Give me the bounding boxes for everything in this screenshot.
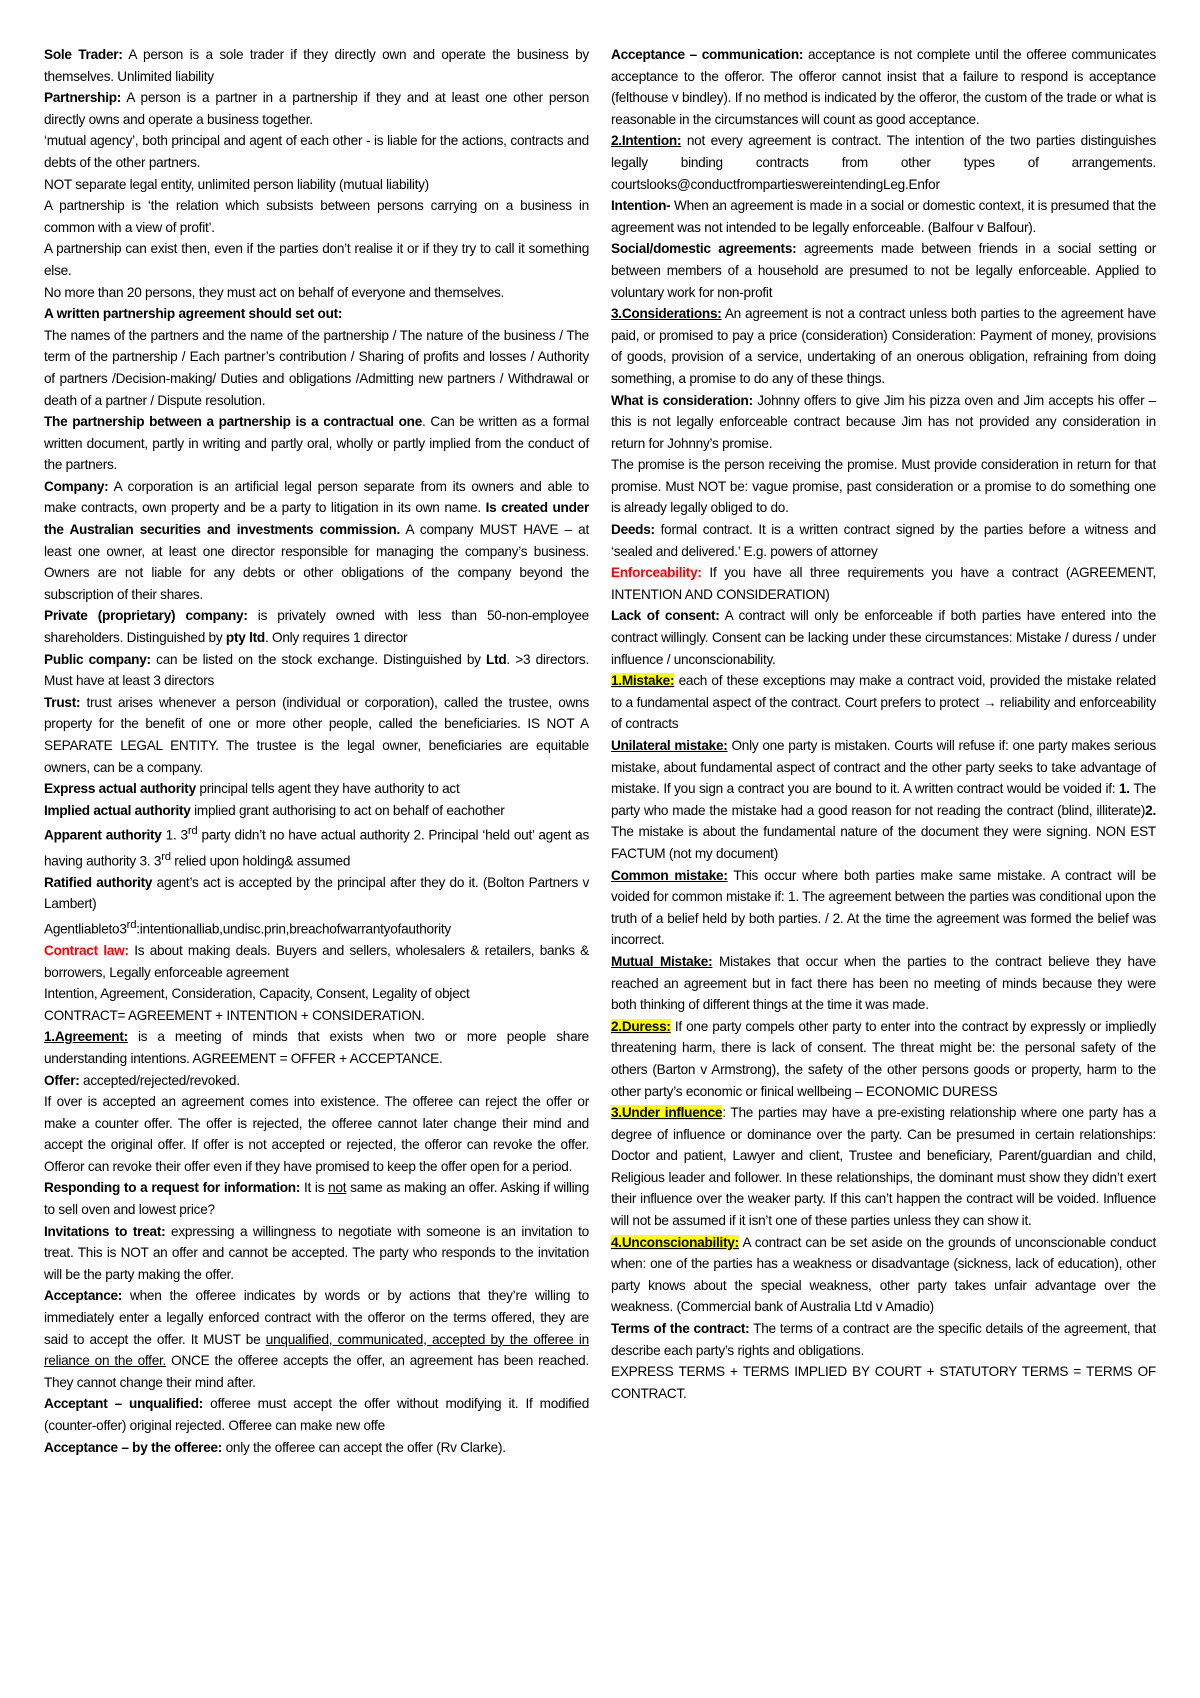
sole-trader-paragraph (44, 44, 589, 87)
partnership-heading: Partnership: (44, 90, 122, 106)
under-influence-text: : The parties may have a pre-existing relationship where one party has a degree of influence or dominance over the party. Can be presumed in certain relationships: Doctor and patient, Lawyer and client, Trustee and beneficiary, Parent/guardian and child, Religious leader and follower. In these relationships, the dominant must show they didn’t exert their influence over the weaker party. If this can’t happen the contract will be voided. Influence will not be assumed if it isn’t one of these parties unless they can show it. (611, 1105, 1156, 1229)
ratified-authority-paragraph (44, 872, 589, 915)
agreement-paragraph (44, 1026, 589, 1069)
company-text-c: A company MUST HAVE – at least one owner, at least one director responsible for managing the company’s business. Owners are not liable for any debts or other obligations of the company beyond the subscription of their shares. (44, 522, 589, 602)
offer-paragraph (44, 1070, 589, 1092)
agreement-heading: 1.Agreement: (44, 1029, 128, 1045)
left-column (44, 44, 589, 1698)
what-consideration-heading: What is consideration: (611, 392, 753, 408)
contractual-text: . Can be written as a formal written document, partly in writing and partly oral, wholly or partly implied from the conduct of the partners. (44, 414, 589, 473)
agent-liable-text-b: :intentionalliab,undisc.prin,breachofwarrantyofauthority (136, 921, 451, 937)
duress-text: If one party compels other party to enter into the contract by expressly or impliedly threatening harm, there is lack of consent. The threat might be: the personal safety of the others (Barton v Armstrong), the safety of the other persons goods or property, harm to the other party’s economic or finical wellbeing – ECONOMIC DURESS (611, 1018, 1156, 1099)
responding-text-b: same as making an offer. Asking if willing to sell oven and lowest price? (44, 1180, 589, 1218)
under-influence-heading: 3.Under influence (611, 1105, 723, 1121)
what-consideration-text: Johnny offers to give Jim his pizza oven and Jim accepts his offer – this is not legally enforceable contract because Jim has not provided any consideration in return for Johnny’s promise. (611, 392, 1156, 451)
unconscionability-heading: 4.Unconscionability: (611, 1234, 739, 1250)
right-column (611, 44, 1156, 1698)
acceptance-text-underlined: unqualified, communicated, accepted by the offeree in reliance on the offer. (44, 1331, 589, 1369)
common-mistake-heading: Common mistake: (611, 867, 728, 883)
company-heading: Company: (44, 478, 109, 494)
apparent-authority-text-c: relied upon holding& assumed (170, 853, 351, 869)
social-agreements-text: agreements made between friends in a social setting or between members of a household are presumed to not be legally enforceable. Applied to voluntary work for non-profit (611, 241, 1156, 300)
partnership-text: A person is a partner in a partnership if they and at least one other person directly owns and operate a business together. (44, 90, 589, 127)
acceptance-offeree-paragraph (44, 1437, 589, 1459)
terms-paragraph (611, 1318, 1156, 1361)
mistake-heading: 1.Mistake: (611, 673, 675, 689)
contract-law-text: Is about making deals. Buyers and sellers, wholesalers & retailers, banks & borrowers, Legally enforceable agreement (44, 942, 589, 980)
private-company-text-b: pty ltd (225, 630, 265, 646)
trust-paragraph (44, 692, 589, 778)
terms-heading: Terms of the contract: (611, 1321, 750, 1337)
mutual-mistake-paragraph (611, 951, 1156, 1016)
no-more-text: No more than 20 persons, they must act on behalf of everyone and themselves. (44, 284, 505, 300)
intention-presumption-heading: Intention- (611, 198, 671, 214)
invitations-text: expressing a willingness to negotiate with someone is an invitation to treat. This is NOT an offer and cannot be accepted. The party who responds to the invitation will be the party making the offer. (44, 1223, 589, 1282)
contract-law-paragraph (44, 940, 589, 983)
acceptance-communication-paragraph (611, 44, 1156, 130)
implied-authority-paragraph (44, 800, 589, 822)
responding-paragraph (44, 1177, 589, 1220)
deeds-text: formal contract. It is a written contract signed by the parties before a witness and ‘sealed and delivered.’ E.g. powers of attorney (611, 522, 1156, 559)
mutual-mistake-text: Mistakes that occur when the parties to the contract believe they have reached an agreement but in fact there has been no meeting of minds because they were both thinking of different things at the time it was made. (611, 953, 1156, 1013)
public-company-text-a: can be listed on the stock exchange. Distinguished by (150, 651, 487, 667)
company-text-a: A corporation is an artificial legal person separate from its owners and able to make contracts, own property and be a party to litigation in its own name. (44, 478, 589, 516)
offer-heading: Offer: (44, 1072, 80, 1088)
acceptance-paragraph (44, 1285, 589, 1393)
acceptance-text-a: when the offeree indicates by words or by actions that they’re willing to immediately enter a legally enforced contract with the offeror on the terms offered, they are said to accept the offer. It MUST be (44, 1288, 589, 1347)
express-authority-heading: Express actual authority (44, 781, 196, 797)
mistake-paragraph (611, 670, 1156, 735)
deeds-paragraph (611, 519, 1156, 562)
acceptant-unqualified-text: offeree must accept the offer without modifying it. If modified (counter-offer) original rejected. Offeree can make new offe (44, 1396, 590, 1433)
acceptant-unqualified-heading: Acceptant – unqualified: (44, 1396, 204, 1412)
common-mistake-text: This occur where both parties make same mistake. A contract will be voided for common mistake if: 1. The agreement between the parties was conditional upon the truth of a belief held by both parties. / 2. At the time the agreement was formed the belief was incorrect. (611, 867, 1157, 948)
trust-heading: Trust: (44, 694, 81, 710)
invitations-paragraph (44, 1221, 589, 1286)
private-company-heading: Private (proprietary) company: (44, 608, 248, 624)
lack-of-consent-text: A contract will only be enforceable if both parties have entered into the contract willingly. Consent can be lacking under these circumstances: Mistake / duress / under influence / unconscionability. (611, 608, 1157, 667)
contract-elements-text: Intention, Agreement, Consideration, Capacity, Consent, Legality of object (44, 986, 470, 1002)
considerations-paragraph (611, 303, 1156, 389)
mistake-text: each of these exceptions may make a contract void, provided the mistake related to a fundamental aspect of the contract. Court prefers to protect → reliability and enforceability of contracts (611, 673, 1156, 732)
considerations-heading: 3.Considerations: (611, 306, 722, 322)
written-agreement-heading: A written partnership agreement should set out: (44, 306, 343, 322)
public-company-heading: Public company: (44, 651, 151, 667)
contractual-heading: The partnership between a partnership is a contractual one (44, 414, 423, 430)
can-exist-text: A partnership can exist then, even if the parties don’t realise it or if they try to call it something else. (44, 241, 589, 278)
acceptance-communication-heading: Acceptance – communication: (611, 47, 804, 62)
private-company-paragraph (44, 605, 589, 648)
considerations-text: An agreement is not a contract unless both parties to the agreement have paid, or promised to pay a price (consideration) Consideration: Payment of money, provisions of goods, provision of a service, undertaking of an onerous obligation, refraining from doing something, a promise to do any of these things. (611, 306, 1156, 386)
mutual-agency-text: ‘mutual agency’, both principal and agent of each other - is liable for the actions, contracts and debts of the other partners. (44, 133, 589, 170)
common-mistake-paragraph (611, 865, 1156, 951)
contract-formula-text: CONTRACT= AGREEMENT + INTENTION + CONSIDERATION. (44, 1007, 425, 1023)
written-agreement-text: The names of the partners and the name of the partnership / The nature of the business / The term of the partnership / Each partner’s contribution / Sharing of profits and losses / Authority of partners /Decision-making/ Duties and obligations /Admitting new partners / Withdrawal or death of a partner / Dispute resolution. (44, 327, 589, 408)
agent-liable-paragraph (44, 915, 589, 940)
agreement-text: is a meeting of minds that exists when two or more people share understanding intentions. AGREEMENT = OFFER + ACCEPTANCE. (44, 1029, 589, 1066)
intention-paragraph (611, 130, 1156, 195)
ratified-authority-heading: Ratified authority (44, 874, 153, 890)
private-company-text-a: is privately owned with less than 50-non-employee shareholders. Distinguished by (44, 608, 589, 646)
agent-liable-text-a: Agentliableto3 (44, 921, 127, 937)
apparent-authority-sup-2: rd (161, 850, 171, 863)
unconscionability-paragraph (611, 1232, 1156, 1318)
unilateral-mistake-num-1: 1. (1119, 781, 1130, 797)
promise-text: The promise is the person receiving the promise. Must provide consideration in return for that promise. Must NOT be: vague promise, past consideration or a promise to do something one is already legally obliged to do. (611, 457, 1156, 516)
under-influence-paragraph (611, 1102, 1156, 1232)
duress-paragraph (611, 1016, 1156, 1102)
unilateral-mistake-text-a: Only one party is mistaken. Courts will refuse if: one party makes serious mistake, about fundamental aspect of contract and the other party seeks to take advantage of mistake. If you sign a contract you are bound to it. A written contract would be voided if: (611, 738, 1156, 797)
intention-presumption-text: When an agreement is made in a social or domestic context, it is presumed that the agreement was not intended to be legally enforceable. (Balfour v Balfour). (611, 198, 1156, 235)
not-separate-text: NOT separate legal entity, unlimited person liability (mutual liability) (44, 176, 429, 192)
unilateral-mistake-paragraph (611, 735, 1156, 865)
acceptance-offeree-heading: Acceptance – by the offeree: (44, 1439, 223, 1455)
responding-heading: Responding to a request for information: (44, 1180, 301, 1196)
terms-formula-text: EXPRESS TERMS + TERMS IMPLIED BY COURT + STATUTORY TERMS = TERMS OF CONTRACT. (611, 1364, 1156, 1401)
acceptance-text-b: ONCE the offeree accepts the offer, an agreement has been reached. They cannot change their mind after. (44, 1353, 590, 1390)
agent-liable-sup: rd (126, 918, 137, 931)
acceptance-heading: Acceptance: (44, 1288, 123, 1304)
ratified-authority-text: agent’s act is accepted by the principal after they do it. (Bolton Partners v Lambert) (44, 874, 590, 912)
lack-of-consent-paragraph (611, 605, 1156, 670)
offer-text: accepted/rejected/revoked. (79, 1072, 240, 1088)
unilateral-mistake-text-b: The party who made the mistake had a good reason for not reading the contract (blind, illiterate) (611, 781, 1156, 818)
duress-heading: 2.Duress: (611, 1018, 671, 1034)
acceptant-unqualified-paragraph (44, 1393, 589, 1436)
deeds-heading: Deeds: (611, 522, 655, 538)
company-paragraph (44, 476, 589, 606)
enforceability-paragraph (611, 562, 1156, 605)
private-company-text-c: . Only requires 1 director (264, 630, 408, 646)
social-agreements-paragraph (611, 238, 1156, 303)
company-text-b: Is created under the Australian securities and investments commission. (44, 500, 589, 538)
public-company-text-b: Ltd (486, 651, 507, 667)
responding-text-underlined: not (328, 1180, 347, 1196)
trust-text: trust arises whenever a person (individual or corporation), called the trustee, owns property for the benefit of one or more other people, called the beneficiaries. IS NOT A SEPARATE LEGAL ENTITY. The trustee is the legal owner, beneficiaries are equitable owners, can be a company. (44, 694, 589, 775)
intention-text-a: not every agreement is contract. The intention of the two parties distinguishes legally binding contracts from other types of arrangements. courtslooks@conductfrompartieswereintendingLeg.Enfor (611, 133, 1156, 192)
what-consideration-paragraph (611, 390, 1156, 455)
acceptance-communication-text: acceptance is not complete until the offeree communicates acceptance to the offeror. The offeror cannot insist that a failure to respond is acceptance (felthouse v bindley). If no method is indicated by the offeror, the custom of the trade or what is reasonable in the circumstances will count as good acceptance. (611, 47, 1157, 127)
apparent-authority-heading: Apparent authority (44, 827, 162, 843)
unconscionability-text: A contract can be set aside on the grounds of unconscionable conduct when: one of the parties has a weakness or disadvantage (sickness, lack of education), other party knows about the special weakness, other party takes unfair advantage over the weakness. (Commercial bank of Australia Ltd v Amadio) (611, 1234, 1156, 1315)
contract-law-heading: Contract law: (44, 942, 129, 958)
implied-authority-text: implied grant authorising to act on behalf of eachother (190, 802, 505, 818)
unilateral-mistake-num-2: 2. (1145, 802, 1156, 818)
public-company-text-c: . >3 directors. Must have at least 3 directors (44, 651, 589, 689)
express-authority-text: principal tells agent they have authority to act (195, 781, 460, 797)
apparent-authority-sup-1: rd (187, 825, 198, 838)
apparent-authority-text-b: party didn’t no have actual authority 2. Principal ‘held out’ agent as having authority 3. 3 (44, 827, 590, 869)
lack-of-consent-heading: Lack of consent: (611, 608, 720, 624)
partnership-paragraph (44, 87, 589, 130)
enforceability-text: If you have all three requirements you have a contract (AGREEMENT, INTENTION AND CONSIDERATION) (611, 565, 1156, 602)
apparent-authority-paragraph (44, 821, 589, 871)
invitations-heading: Invitations to treat: (44, 1223, 166, 1239)
responding-text-a: It is (300, 1180, 329, 1196)
implied-authority-heading: Implied actual authority (44, 802, 191, 818)
terms-text: The terms of a contract are the specific details of the agreement, that describe each party’s rights and obligations. (611, 1321, 1156, 1358)
sole-trader-heading: Sole Trader: (44, 47, 123, 62)
relation-text: A partnership is ‘the relation which subsists between persons carrying on a business in common with a view of profit’. (44, 198, 589, 235)
acceptance-offeree-text: only the offeree can accept the offer (Rv Clarke). (222, 1439, 506, 1455)
offer-detail-text: If over is accepted an agreement comes into existence. The offeree can reject the offer or make a counter offer. The offer is rejected, the offeree cannot later change their mind and accept the original offer. If offer is not accepted or rejected, the offeror can revoke the offer. Offeror can revoke their offer even if they have promised to keep the offer open for a period. (44, 1094, 589, 1174)
unilateral-mistake-heading: Unilateral mistake: (611, 738, 728, 753)
social-agreements-heading: Social/domestic agreements: (611, 241, 797, 257)
intention-presumption-paragraph (611, 195, 1156, 238)
apparent-authority-text-a: 1. 3 (161, 827, 188, 843)
mutual-mistake-heading: Mutual Mistake: (611, 953, 713, 969)
contractual-paragraph (44, 411, 589, 476)
enforceability-heading: Enforceability: (611, 565, 702, 581)
unilateral-mistake-text-c: The mistake is about the fundamental nature of the document they were signing. NON EST FACTUM (not my document) (611, 824, 1156, 861)
sole-trader-text: A person is a sole trader if they directly own and operate the business by themselves. Unlimited liability (44, 47, 589, 84)
public-company-paragraph (44, 649, 589, 692)
intention-heading: 2.Intention: (611, 133, 682, 149)
express-authority-paragraph (44, 778, 589, 800)
